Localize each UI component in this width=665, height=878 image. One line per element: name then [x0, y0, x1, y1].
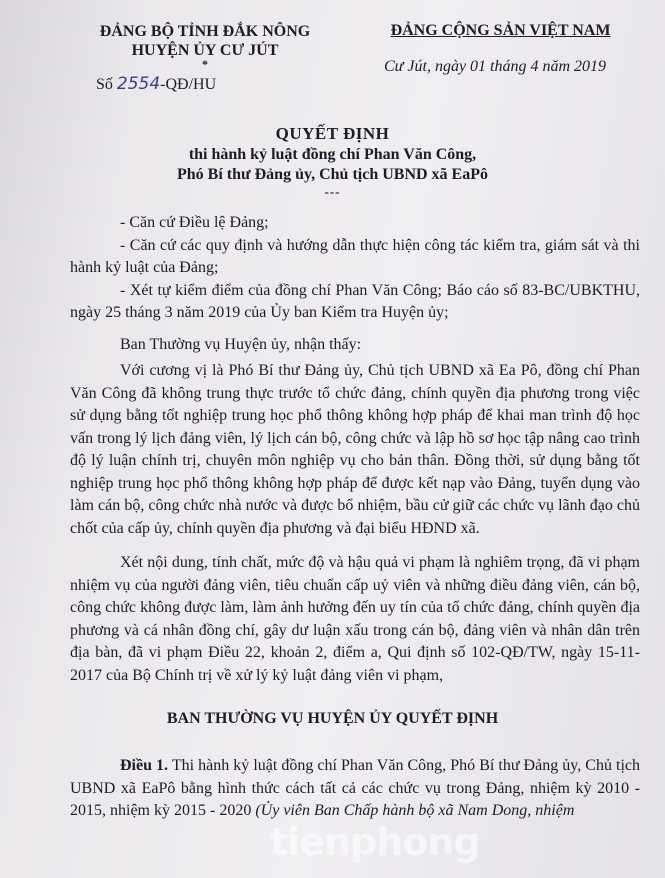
finding-intro: Ban Thường vụ Huyện ủy, nhận thấy:: [120, 335, 362, 353]
basis-paragraph-3: - Xét tự kiểm điểm của đồng chí Phan Văn Công; Báo cáo số 83-BC/UBKTHU, ngày 25 tháng 3 năm 2019 của Ủy ban Kiểm tra Huyện ủy;: [70, 281, 640, 321]
article-1-text: Thi hành kỷ luật đồng chí Phan Văn Công, Phó Bí thư Đảng ủy, Chủ tịch UBND xã EaPô bằng hình thức cách tất cả các chức vụ trong Đảng, nhiệm kỳ 2010 - 2015, nhiệm kỳ 2015 - 2020: [70, 757, 640, 819]
number-prefix: Số: [96, 76, 113, 93]
title-subline-2: Phó Bí thư Đảng ủy, Chủ tịch UBND xã EaPô: [177, 166, 488, 183]
assessment-paragraph: Xét nội dung, tính chất, mức độ và hậu quả vi phạm là nghiêm trọng, đã vi phạm nhiệm vụ của người đảng viên, tiêu chuẩn cấp uỷ viên và những điều đảng viên, cán bộ, công chức không được làm, làm ảnh hưởng đến uy tín của tổ chức đảng, chính quyền địa phương và cá nhân đồng chí, gây dư luận xấu trong cán bộ, đảng viên và nhân dân trên địa bàn, đã vi phạm Điều 22, khoản 2, điểm a, Qui định số 102-QĐ/TW, ngày 15-11-2017 của Bộ Chính trị về xử lý kỷ luật đảng viên vi phạm,: [70, 554, 640, 684]
document-number: [96, 74, 216, 94]
document-title: QUYẾT ĐỊNH: [275, 124, 390, 143]
org-line-2: HUYỆN ỦY CƯ JÚT: [131, 42, 279, 59]
newspaper-watermark: tienphong: [270, 820, 480, 864]
document-date: Cư Jút, ngày 01 tháng 4 năm 2019: [384, 58, 607, 75]
party-name: ĐẢNG CỘNG SẢN VIỆT NAM: [390, 22, 611, 39]
issuing-organization: [60, 22, 350, 71]
document-body: [70, 212, 640, 687]
org-line-1: ĐẢNG BỘ TỈNH ĐẮK NÔNG: [99, 23, 311, 40]
title-subline-1: thi hành kỷ luật đồng chí Phan Văn Công,: [188, 146, 477, 163]
handwritten-number: 2554: [116, 74, 161, 94]
number-suffix: -QĐ/HU: [160, 76, 217, 93]
decision-heading: BAN THƯỜNG VỤ HUYỆN ỦY QUYẾT ĐỊNH: [166, 710, 499, 727]
article-1-italic: (Ủy viên Ban Chấp hành bộ xã Nam Dong, nhiệm: [255, 802, 575, 819]
basis-paragraph-2: - Căn cứ các quy định và hướng dẫn thực hiện công tác kiểm tra, giám sát và thi hành kỷ luật của Đảng;: [70, 236, 640, 276]
article-1-label: Điều 1.: [120, 757, 169, 774]
finding-paragraph: Với cương vị là Phó Bí thư Đảng ủy, Chủ tịch UBND xã Ea Pô, đồng chí Phan Văn Công đã không trung thực trước tổ chức đảng, chính quyền địa phương trong việc sử dụng bằng tốt nghiệp trung học phổ thông không hợp pháp để khai man trình độ học vấn trong lý lịch đảng viên, lý lịch cán bộ, công chức và lập hồ sơ học tập nâng cao trình độ lý luận chính trị, chuyên môn nghiệp vụ cho bản thân. Đồng thời, sử dụng bằng tốt nghiệp trung học phổ thông không hợp pháp để được kết nạp vào Đảng, tuyển dụng vào làm cán bộ, công chức nhà nước và được bổ nhiệm, bầu cử giữ các chức vụ lãnh đạo chủ chốt của cấp ủy, chính quyền địa phương và đại biểu HĐND xã.: [70, 362, 640, 537]
article-1: [70, 755, 640, 823]
title-separator: ---: [324, 184, 341, 199]
star-mark: *: [202, 57, 208, 71]
basis-paragraph-1: - Căn cứ Điều lệ Đảng;: [120, 214, 269, 231]
